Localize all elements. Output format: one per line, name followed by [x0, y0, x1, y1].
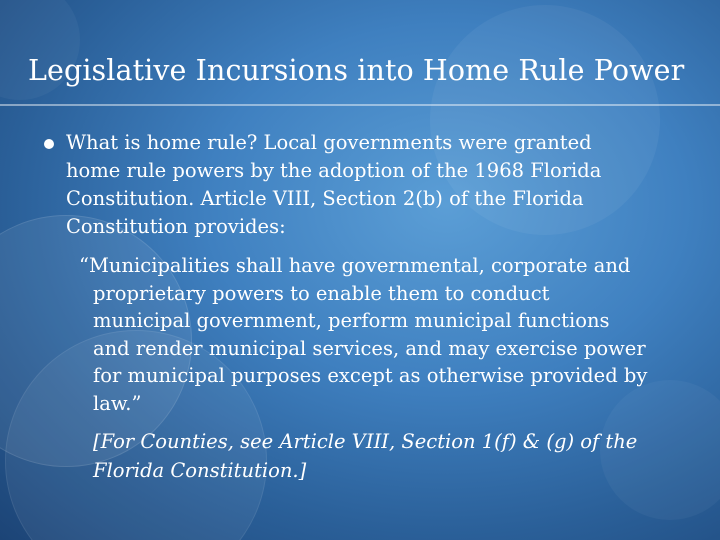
quote-line: law.” — [93, 391, 142, 415]
quote-line: and render municipal services, and may exercise power — [93, 336, 646, 360]
note-line: Florida Constitution.] — [93, 459, 307, 482]
bullet-paragraph — [66, 129, 601, 241]
bullet-line: What is home rule? Local governments were granted — [66, 131, 592, 154]
slide-title: Legislative Incursions into Home Rule Power — [28, 54, 685, 87]
constitution-quote — [79, 252, 647, 417]
quote-line: municipal government, perform municipal functions — [93, 309, 610, 332]
note-line: [For Counties, see Article VIII, Section 1(f) & (g) of the — [93, 430, 638, 453]
bullet-line: Constitution provides: — [66, 215, 286, 238]
title-divider — [0, 104, 720, 106]
counties-note — [93, 427, 637, 485]
bullet-icon — [44, 139, 54, 149]
quote-line: “Municipalities shall have governmental, corporate and — [79, 254, 631, 277]
bullet-line: home rule powers by the adoption of the 1968 Florida — [66, 159, 602, 182]
quote-line: proprietary powers to enable them to conduct — [93, 281, 550, 305]
bullet-line: Constitution. Article VIII, Section 2(b) of the Florida — [66, 187, 584, 210]
quote-line: for municipal purposes except as otherwise provided by — [93, 364, 648, 387]
